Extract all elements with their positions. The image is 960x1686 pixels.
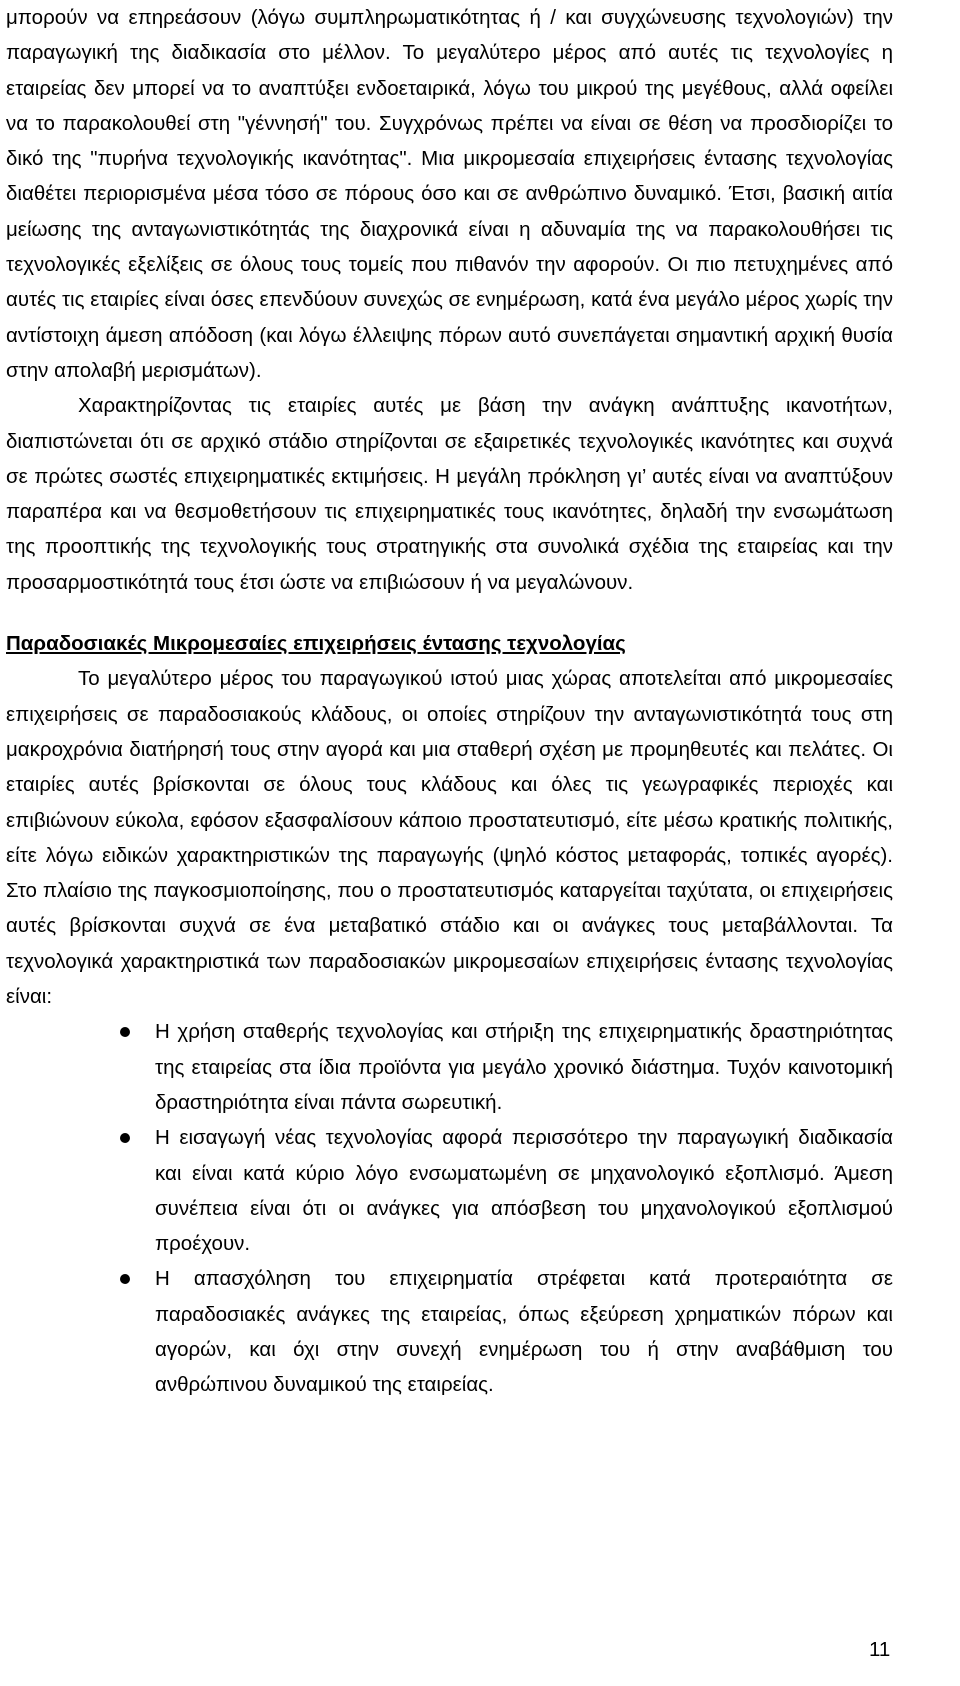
list-item-text: Η εισαγωγή νέας τεχνολογίας αφορά περισσότερο την παραγωγική διαδικασία και είναι κατά κύριο λόγο ενσωματωμένη σε μηχανολογικό εξοπλισμό. Άμεση συνέπεια είναι ότι οι ανάγκες για απόσβεση του μηχανολογικού εξοπλισμού προέχουν. xyxy=(155,1126,893,1256)
bullet-icon xyxy=(120,1274,130,1284)
list-item-text: Η απασχόληση του επιχειρηματία στρέφεται κατά προτεραιότητα σε παραδοσιακές ανάγκες της εταιρείας, όπως εξεύρεση χρηματικών πόρων και αγορών, και όχι στην συνεχή ενημέρωση του ή στην αναβάθμιση του ανθρώπινου δυναμικού της εταιρείας. xyxy=(155,1267,893,1397)
bullet-list xyxy=(6,1014,893,1402)
list-item-text: Η χρήση σταθερής τεχνολογίας και στήριξη της επιχειρηματικής δραστηριότητας της εταιρείας στα ίδια προϊόντα για μεγάλο χρονικό διάστημα. Τυχόν καινοτομική δραστηριότητα είναι πάντα σωρευτική. xyxy=(155,1020,893,1114)
bullet-icon xyxy=(120,1027,130,1037)
paragraph-characterization: Χαρακτηρίζοντας τις εταιρίες αυτές με βάση την ανάγκη ανάπτυξης ικανοτήτων, διαπιστώνεται ότι σε αρχικό στάδιο στηρίζονται σε εξαιρετικές τεχνολογικές ικανότητες και συχνά σε πρώτες σωστές επιχειρηματικές εκτιμήσεις. Η μεγάλη πρόκληση γι’ αυτές είναι να αναπτύξουν παραπέρα και να θεσμοθετήσουν τις επιχειρηματικές τους ικανότητες, δηλαδή την ενσωμάτωση της προοπτικής της τεχνολογικής τους στρατηγικής στα συνολικά σχέδια της εταιρείας και την προσαρμοστικότητά τους έτσι ώστε να επιβιώσουν ή να μεγαλώνουν. xyxy=(6,394,893,594)
document-page xyxy=(6,0,893,1403)
section-heading: Παραδοσιακές Μικρομεσαίες επιχειρήσεις έντασης τεχνολογίας xyxy=(6,632,626,656)
list-item xyxy=(6,1261,893,1402)
page-number: 11 xyxy=(869,1638,891,1661)
bullet-icon xyxy=(120,1133,130,1143)
paragraph-traditional-smes: Το μεγαλύτερο μέρος του παραγωγικού ιστού μιας χώρας αποτελείται από μικρομεσαίες επιχειρήσεις σε παραδοσιακούς κλάδους, οι οποίες στηρίζουν την ανταγωνιστικότητά τους στη μακροχρόνια διατήρησή τους στην αγορά και μια σταθερή σχέση με προμηθευτές και πελάτες. Οι εταιρίες αυτές βρίσκονται σε όλους τους κλάδους και όλες τις γεωγραφικές περιοχές και επιβιώνουν εύκολα, εφόσον εξασφαλίσουν κάποιο προστατευτισμό, είτε μέσω κρατικής πολιτικής, είτε λόγω ειδικών χαρακτηριστικών της παραγωγής (ψηλό κόστος μεταφοράς, τοπικές αγορές). Στο πλαίσιο της παγκοσμιοποίησης, που ο προστατευτισμός καταργείται ταχύτατα, οι επιχειρήσεις αυτές βρίσκονται συχνά σε ένα μεταβατικό στάδιο και οι ανάγκες τους μεταβάλλονται. Τα τεχνολογικά χαρακτηριστικά των παραδοσιακών μικρομεσαίων επιχειρήσεις έντασης τεχνολογίας είναι: xyxy=(6,667,893,1009)
list-item xyxy=(6,1120,893,1261)
list-item xyxy=(6,1014,893,1120)
paragraph-intro-continuation: μπορούν να επηρεάσουν (λόγω συμπληρωματικότητας ή / και συγχώνευσης τεχνολογιών) την παραγωγική της διαδικασία στο μέλλον. Το μεγαλύτερο μέρος από αυτές τις τεχνολογίες η εταιρείας δεν μπορεί να το αναπτύξει ενδοεταιρικά, λόγω του μικρού της μεγέθους, αλλά οφείλει να το παρακολουθεί στη "γέννησή" του. Συγχρόνως πρέπει να είναι σε θέση να προσδιορίζει το δικό της "πυρήνα τεχνολογικής ικανότητας". Μια μικρομεσαία επιχειρήσεις έντασης τεχνολογίας διαθέτει περιορισμένα μέσα τόσο σε πόρους όσο και σε ανθρώπινο δυναμικό. Έτσι, βασική αιτία μείωσης της ανταγωνιστικότητάς της διαχρονικά είναι η αδυναμία της να παρακολουθήσει τις τεχνολογικές εξελίξεις σε όλους τους τομείς που πιθανόν την αφορούν. Οι πιο πετυχημένες από αυτές τις εταιρίες είναι όσες επενδύουν συνεχώς σε ενημέρωση, κατά ένα μεγάλο μέρος χωρίς την αντίστοιχη άμεση απόδοση (και λόγω έλλειψης πόρων αυτό συνεπάγεται σημαντική αρχική θυσία στην απολαβή μερισμάτων). xyxy=(6,6,893,382)
